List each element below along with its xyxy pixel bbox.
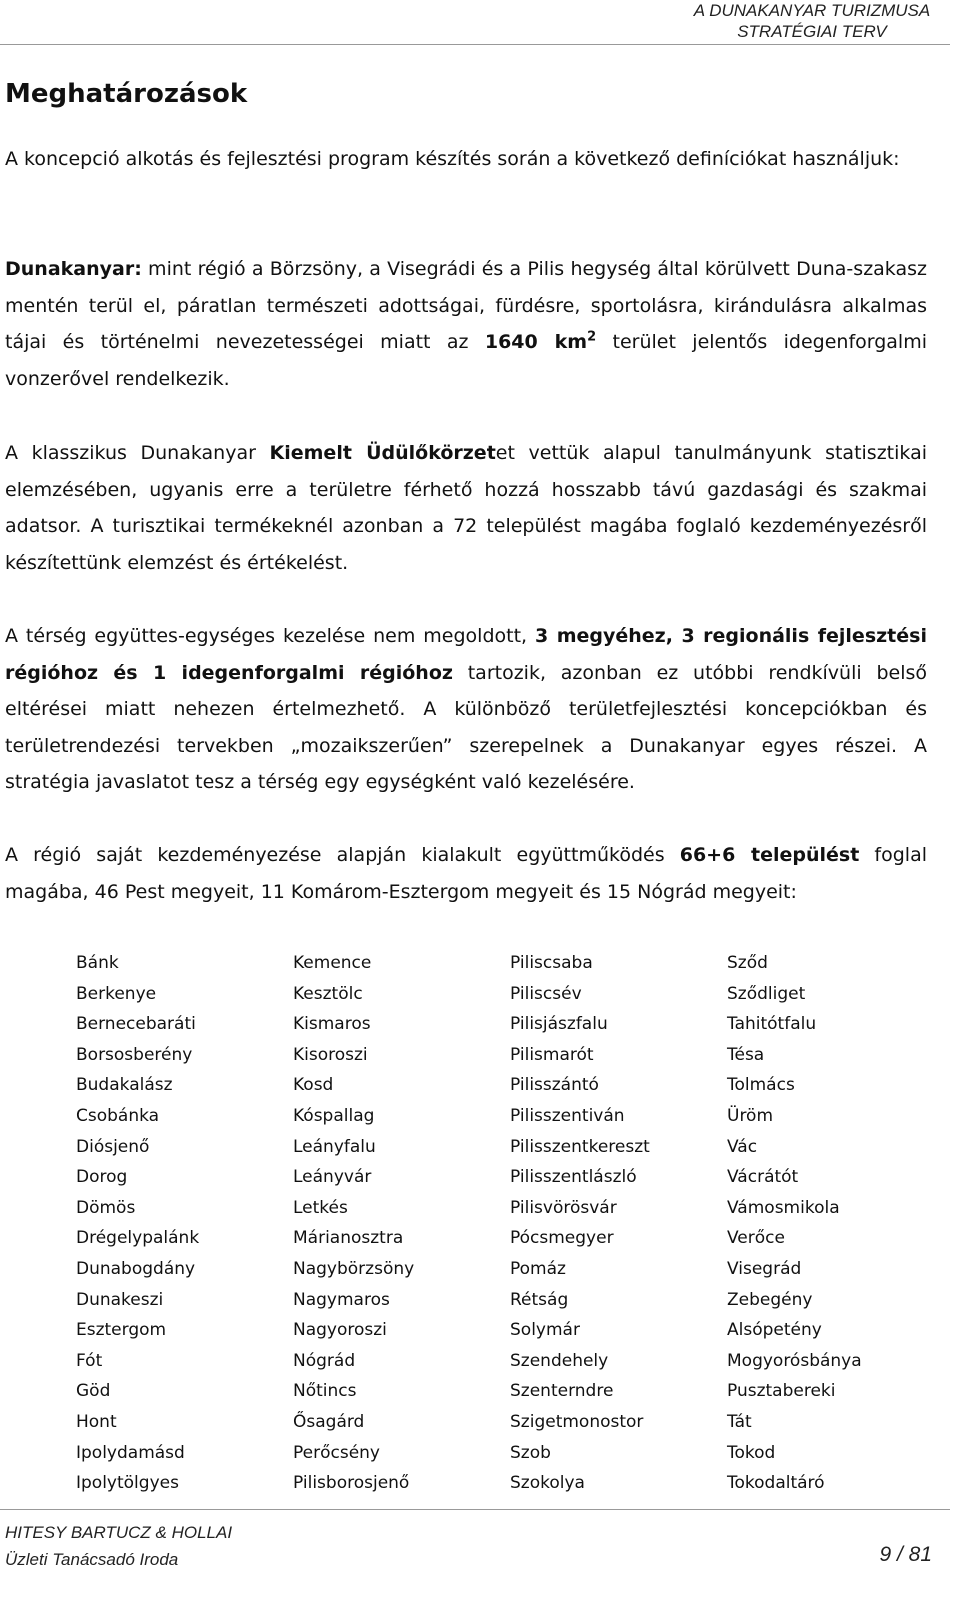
town-item: Szob bbox=[510, 1442, 551, 1463]
terseg-bold: 3 megyéhez, 3 regionális fejlesztési régióhoz és 1 idegenforgalmi régióhoz bbox=[5, 625, 927, 684]
town-item: Dömös bbox=[76, 1197, 136, 1218]
paragraph-intro: A koncepció alkotás és fejlesztési program készítés során a következő definíciókat használjuk: bbox=[5, 148, 900, 170]
header-line-1: A DUNAKANYAR TURIZMUSA bbox=[693, 1, 931, 20]
town-item: Bernecebaráti bbox=[76, 1014, 196, 1035]
paragraph-klasszikus bbox=[5, 435, 927, 581]
klasszikus-text-2: et vettük alapul tanulmányunk statisztikai elemzésében, ugyanis erre a területre férhető hozzá hosszabb távú gazdasági és szakmai adatsor. A turisztikai termékeknél azonban a 72 települést magába foglaló kezdeményezésről készítettünk elemzést és értékelést. bbox=[5, 442, 927, 574]
town-item: Bánk bbox=[76, 953, 119, 973]
term-dunakanyar: Dunakanyar: bbox=[5, 258, 142, 280]
town-item: Pilisborosjenő bbox=[293, 1473, 410, 1494]
town-item: Pócsmegyer bbox=[510, 1228, 614, 1249]
paragraph-terseg bbox=[5, 618, 927, 801]
town-item: Pilisszentlászló bbox=[510, 1167, 637, 1188]
town-item: Pilisjászfalu bbox=[510, 1014, 608, 1035]
town-item: Letkés bbox=[293, 1197, 348, 1218]
footer-company bbox=[5, 1519, 232, 1573]
town-list bbox=[76, 948, 926, 1499]
town-item: Szenterndre bbox=[510, 1381, 614, 1402]
section-title: Meghatározások bbox=[5, 79, 248, 109]
town-item: Drégelypalánk bbox=[76, 1228, 200, 1249]
paragraph-regio bbox=[5, 837, 927, 910]
klasszikus-text-1: A klasszikus Dunakanyar bbox=[5, 442, 270, 464]
town-item: Ősagárd bbox=[293, 1411, 365, 1432]
town-item: Budakalász bbox=[76, 1075, 173, 1096]
town-item: Dunabogdány bbox=[76, 1258, 196, 1279]
town-item: Kesztölc bbox=[293, 983, 363, 1004]
town-item: Tokodaltáró bbox=[727, 1473, 825, 1494]
town-item: Verőce bbox=[727, 1228, 785, 1249]
area-value bbox=[485, 331, 596, 353]
town-item: Pomáz bbox=[510, 1258, 566, 1279]
town-item: Esztergom bbox=[76, 1320, 167, 1341]
page-header bbox=[0, 0, 960, 45]
town-item: Fót bbox=[76, 1350, 103, 1371]
town-item: Tésa bbox=[727, 1044, 765, 1065]
town-item: Visegrád bbox=[727, 1258, 802, 1279]
town-item: Berkenye bbox=[76, 983, 157, 1004]
town-item: Ipolydamásd bbox=[76, 1442, 185, 1463]
town-item: Pusztabereki bbox=[727, 1381, 836, 1402]
town-item: Pilisszántó bbox=[510, 1075, 599, 1096]
regio-bold: 66+6 települést bbox=[679, 844, 860, 866]
regio-text-1: A régió saját kezdeményezése alapján kialakult együttműködés bbox=[5, 844, 680, 866]
town-item: Pilisszentkereszt bbox=[510, 1136, 650, 1157]
town-item: Solymár bbox=[510, 1320, 580, 1341]
town-item: Hont bbox=[76, 1411, 117, 1432]
town-item: Nagyoroszi bbox=[293, 1320, 387, 1341]
town-item: Borsosberény bbox=[76, 1044, 193, 1065]
area-number: 1640 km bbox=[484, 331, 588, 353]
klasszikus-bold: Kiemelt Üdülőkörzet bbox=[269, 442, 496, 464]
town-item: Csobánka bbox=[76, 1105, 160, 1126]
town-item: Vámosmikola bbox=[727, 1197, 840, 1218]
town-item: Pilismarót bbox=[510, 1044, 594, 1065]
town-item: Alsópetény bbox=[727, 1320, 822, 1341]
town-item: Zebegény bbox=[727, 1289, 813, 1310]
terseg-text-1: A térség együttes-egységes kezelése nem megoldott, bbox=[5, 625, 535, 647]
town-item: Kemence bbox=[293, 953, 372, 973]
town-item: Kóspallag bbox=[293, 1105, 375, 1126]
town-item: Tokod bbox=[727, 1442, 776, 1463]
town-item: Nógrád bbox=[293, 1350, 356, 1371]
town-item: Piliscsaba bbox=[510, 953, 593, 973]
town-item: Leányfalu bbox=[293, 1136, 376, 1157]
footer-line-2: Üzleti Tanácsadó Iroda bbox=[5, 1550, 179, 1569]
town-item: Kisoroszi bbox=[293, 1044, 368, 1065]
town-item: Pilisvörösvár bbox=[510, 1197, 617, 1218]
town-item: Kismaros bbox=[293, 1014, 371, 1035]
town-item: Márianosztra bbox=[293, 1228, 404, 1249]
town-item: Pilisszentiván bbox=[510, 1105, 625, 1126]
town-item: Piliscsév bbox=[510, 983, 582, 1004]
town-item: Vácrátót bbox=[727, 1167, 799, 1188]
town-item: Dunakeszi bbox=[76, 1289, 164, 1310]
page-number: 9 / 81 bbox=[879, 1543, 932, 1566]
town-item: Üröm bbox=[727, 1105, 774, 1126]
town-item: Diósjenő bbox=[76, 1136, 150, 1157]
town-item: Nagybörzsöny bbox=[293, 1258, 415, 1279]
footer-divider bbox=[0, 1509, 950, 1510]
definition-text-2: terület jelentős idegenforgalmi vonzerővel rendelkezik. bbox=[5, 331, 927, 390]
town-item: Perőcsény bbox=[293, 1442, 380, 1463]
town-item: Szokolya bbox=[510, 1473, 585, 1494]
town-item: Sződ bbox=[727, 953, 768, 973]
definition-text-1: mint régió a Börzsöny, a Visegrádi és a Pilis hegység által körülvett Duna-szakasz mentén terül el, páratlan természeti adottságai, fürdésre, sportolásra, kirándulásra alkalmas tájai és történelmi nevezetességei miatt az bbox=[5, 258, 927, 353]
header-divider bbox=[0, 44, 950, 45]
town-item: Tolmács bbox=[727, 1075, 795, 1096]
area-superscript: 2 bbox=[587, 329, 597, 345]
paragraph-definition bbox=[5, 251, 927, 397]
header-line-2: STRATÉGIAI TERV bbox=[737, 22, 887, 41]
town-item: Ipolytölgyes bbox=[76, 1473, 179, 1494]
town-item: Nagymaros bbox=[293, 1289, 390, 1310]
town-item: Kosd bbox=[293, 1075, 334, 1096]
town-item: Tát bbox=[727, 1411, 752, 1432]
town-item: Nőtincs bbox=[293, 1381, 357, 1402]
town-item: Mogyorósbánya bbox=[727, 1350, 862, 1371]
footer-line-1: HITESY BARTUCZ & HOLLAI bbox=[5, 1523, 233, 1542]
town-item: Göd bbox=[76, 1381, 111, 1402]
terseg-text-2: tartozik, azonban ez utóbbi rendkívüli belső eltérései miatt nehezen értelmezhető. A különböző területfejlesztési koncepciókban és területrendezési tervekben „mozaikszerűen” szerepelnek a Dunakanyar egyes részei. A stratégia javaslatot tesz a térség egy egységként való kezelésére. bbox=[5, 661, 927, 793]
town-item: Sződliget bbox=[727, 983, 806, 1004]
town-item: Rétság bbox=[510, 1289, 569, 1310]
town-item: Vác bbox=[727, 1136, 758, 1157]
town-item: Tahitótfalu bbox=[727, 1014, 817, 1035]
town-item: Szendehely bbox=[510, 1350, 609, 1371]
regio-text-2: foglal magába, 46 Pest megyeit, 11 Komárom-Esztergom megyeit és 15 Nógrád megyeit: bbox=[5, 844, 927, 903]
town-item: Leányvár bbox=[293, 1167, 372, 1188]
town-item: Dorog bbox=[76, 1167, 128, 1188]
town-item: Szigetmonostor bbox=[510, 1411, 644, 1432]
